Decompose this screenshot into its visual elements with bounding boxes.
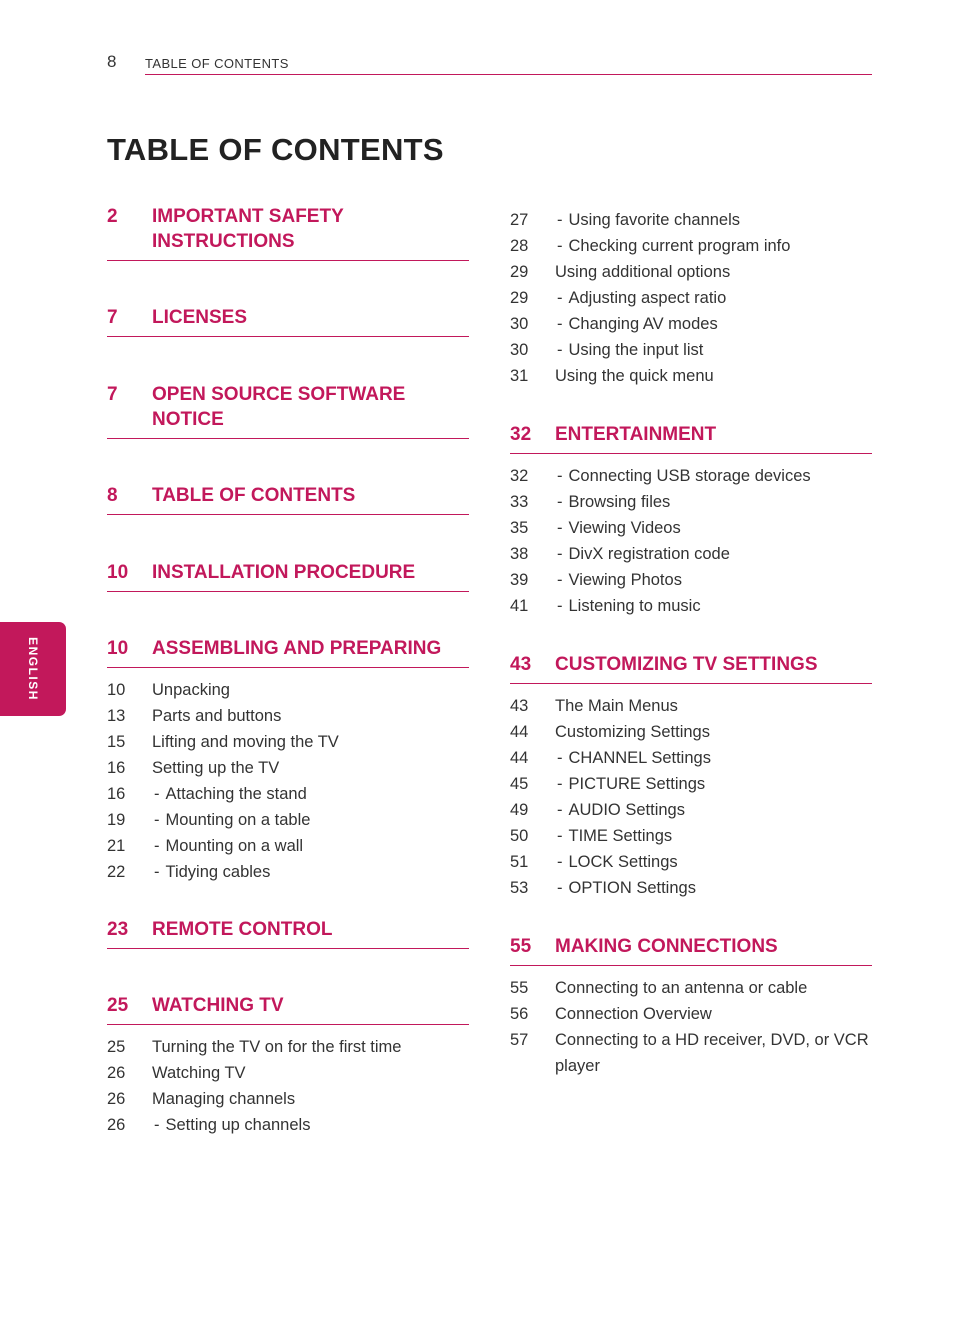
toc-subitem-link[interactable] (510, 311, 872, 337)
toc-subitem-link[interactable] (510, 285, 872, 311)
item-text-wrapper (555, 259, 872, 285)
item-page-number: 44 (510, 723, 529, 741)
item-title: DivX registration code (568, 545, 730, 563)
item-text-wrapper (152, 1034, 469, 1060)
item-page-number: 26 (107, 1116, 126, 1134)
item-page-number: 26 (107, 1090, 126, 1108)
item-text-wrapper (555, 337, 872, 363)
toc-item-link[interactable] (107, 729, 469, 755)
section-heading-link[interactable] (510, 652, 872, 684)
toc-section (510, 422, 872, 619)
section-heading-link[interactable] (107, 204, 469, 261)
toc-item-list (510, 693, 872, 901)
section-heading-link[interactable] (510, 422, 872, 454)
toc-item-link[interactable] (107, 1086, 469, 1112)
subitem-dash: - (154, 863, 160, 881)
subitem-dash: - (557, 879, 563, 897)
item-text-wrapper (555, 719, 872, 745)
item-title: Changing AV modes (568, 315, 718, 333)
subitem-dash: - (557, 545, 563, 563)
toc-item-link[interactable] (510, 693, 872, 719)
section-title: IMPORTANT SAFETY INSTRUCTIONS (152, 206, 344, 252)
item-page-number: 13 (107, 707, 126, 725)
document-title: TABLE OF CONTENTS (107, 132, 444, 167)
toc-subitem-link[interactable] (107, 1112, 469, 1138)
item-text-wrapper (555, 489, 872, 515)
item-text-wrapper (555, 797, 872, 823)
item-page-number: 29 (510, 263, 529, 281)
toc-subitem-link[interactable] (510, 207, 872, 233)
item-text-wrapper (152, 1086, 469, 1112)
page-header (107, 52, 872, 76)
item-text-wrapper (555, 541, 872, 567)
item-text-wrapper (555, 363, 872, 389)
item-title: Using favorite channels (568, 211, 741, 229)
section-title: CUSTOMIZING TV SETTINGS (555, 654, 818, 675)
toc-item-link[interactable] (510, 363, 872, 389)
section-title: TABLE OF CONTENTS (152, 485, 356, 506)
item-page-number: 33 (510, 493, 529, 511)
item-title: Connecting to a HD receiver, DVD, or VCR player (555, 1031, 869, 1075)
subitem-dash: - (557, 801, 563, 819)
toc-subitem-link[interactable] (510, 515, 872, 541)
toc-subitem-link[interactable] (510, 875, 872, 901)
subitem-dash: - (557, 341, 563, 359)
section-page-number: 32 (510, 424, 532, 445)
section-heading-link[interactable] (510, 934, 872, 966)
subitem-dash: - (557, 467, 563, 485)
item-page-number: 45 (510, 775, 529, 793)
toc-item-list (107, 677, 469, 885)
toc-item-list (510, 207, 872, 389)
item-title: Lifting and moving the TV (152, 733, 339, 751)
subitem-dash: - (557, 749, 563, 767)
toc-item-link[interactable] (510, 259, 872, 285)
toc-subitem-link[interactable] (107, 781, 469, 807)
toc-item-link[interactable] (107, 755, 469, 781)
toc-item-link[interactable] (510, 1001, 872, 1027)
toc-item-link[interactable] (510, 719, 872, 745)
section-page-number: 10 (107, 562, 129, 583)
item-page-number: 28 (510, 237, 529, 255)
item-title: Managing channels (152, 1090, 296, 1108)
item-text-wrapper (555, 207, 872, 233)
item-title: LOCK Settings (568, 853, 678, 871)
section-page-number: 43 (510, 654, 532, 675)
item-page-number: 49 (510, 801, 529, 819)
toc-subitem-link[interactable] (510, 823, 872, 849)
item-title: Tidying cables (165, 863, 271, 881)
item-page-number: 44 (510, 749, 529, 767)
item-text-wrapper (555, 567, 872, 593)
language-tab (0, 622, 66, 716)
toc-item-link[interactable] (107, 677, 469, 703)
toc-item-list (510, 975, 872, 1079)
section-page-number: 7 (107, 384, 118, 405)
item-page-number: 26 (107, 1064, 126, 1082)
toc-subitem-link[interactable] (510, 567, 872, 593)
item-title: Connection Overview (555, 1005, 712, 1023)
item-title: OPTION Settings (568, 879, 696, 897)
item-title: CHANNEL Settings (568, 749, 711, 767)
item-title: Parts and buttons (152, 707, 282, 725)
section-heading-link[interactable] (107, 483, 469, 515)
item-page-number: 16 (107, 759, 126, 777)
item-text-wrapper (152, 729, 469, 755)
section-title: LICENSES (152, 307, 248, 328)
toc-section (107, 636, 469, 885)
toc-subitem-link[interactable] (510, 541, 872, 567)
section-title: MAKING CONNECTIONS (555, 936, 778, 957)
toc-subitem-link[interactable] (510, 745, 872, 771)
item-page-number: 30 (510, 315, 529, 333)
item-title: Listening to music (568, 597, 701, 615)
item-page-number: 50 (510, 827, 529, 845)
toc-subitem-link[interactable] (107, 833, 469, 859)
item-text-wrapper (555, 771, 872, 797)
section-title: INSTALLATION PROCEDURE (152, 562, 416, 583)
item-title: Viewing Photos (568, 571, 682, 589)
item-page-number: 41 (510, 597, 529, 615)
item-title: TIME Settings (568, 827, 673, 845)
section-page-number: 55 (510, 936, 532, 957)
item-page-number: 38 (510, 545, 529, 563)
toc-item-link[interactable] (107, 1034, 469, 1060)
section-page-number: 2 (107, 206, 118, 227)
item-page-number: 43 (510, 697, 529, 715)
subitem-dash: - (154, 837, 160, 855)
item-page-number: 10 (107, 681, 126, 699)
item-text-wrapper (152, 755, 469, 781)
item-page-number: 25 (107, 1038, 126, 1056)
item-text-wrapper (555, 975, 872, 1001)
subitem-dash: - (154, 1116, 160, 1134)
item-text-wrapper (152, 807, 469, 833)
item-text-wrapper (152, 1112, 469, 1138)
subitem-dash: - (154, 785, 160, 803)
item-page-number: 56 (510, 1005, 529, 1023)
item-title: Adjusting aspect ratio (568, 289, 727, 307)
item-title: Using additional options (555, 263, 731, 281)
item-title: Connecting USB storage devices (568, 467, 811, 485)
toc-section (107, 483, 469, 515)
item-text-wrapper (555, 823, 872, 849)
item-text-wrapper (555, 463, 872, 489)
item-title: Using the input list (568, 341, 704, 359)
item-page-number: 35 (510, 519, 529, 537)
item-text-wrapper (152, 833, 469, 859)
item-title: Mounting on a table (165, 811, 311, 829)
item-text-wrapper (555, 285, 872, 311)
item-text-wrapper (152, 781, 469, 807)
item-text-wrapper (152, 703, 469, 729)
toc-subitem-link[interactable] (510, 797, 872, 823)
item-title: Connecting to an antenna or cable (555, 979, 808, 997)
item-text-wrapper (555, 593, 872, 619)
subitem-dash: - (557, 519, 563, 537)
item-text-wrapper (555, 693, 872, 719)
item-text-wrapper (152, 1060, 469, 1086)
subitem-dash: - (557, 289, 563, 307)
item-title: Turning the TV on for the first time (152, 1038, 402, 1056)
toc-section (107, 305, 469, 337)
item-page-number: 39 (510, 571, 529, 589)
toc-item-link[interactable] (107, 1060, 469, 1086)
toc-section (510, 652, 872, 901)
header-rule (145, 74, 872, 75)
section-title: OPEN SOURCE SOFTWARE NOTICE (152, 384, 406, 430)
section-page-number: 8 (107, 485, 118, 506)
item-page-number: 16 (107, 785, 126, 803)
item-text-wrapper (555, 1027, 872, 1079)
section-heading-link[interactable] (107, 636, 469, 668)
page-number: 8 (107, 52, 117, 71)
subitem-dash: - (557, 775, 563, 793)
toc-subitem-link[interactable] (510, 337, 872, 363)
section-title: REMOTE CONTROL (152, 919, 333, 940)
subitem-dash: - (557, 571, 563, 589)
toc-section (510, 934, 872, 1079)
item-title: Customizing Settings (555, 723, 710, 741)
toc-subitem-link[interactable] (510, 233, 872, 259)
subitem-dash: - (557, 597, 563, 615)
item-text-wrapper (555, 311, 872, 337)
item-page-number: 30 (510, 341, 529, 359)
section-heading-link[interactable] (107, 993, 469, 1025)
subitem-dash: - (557, 237, 563, 255)
subitem-dash: - (154, 811, 160, 829)
item-text-wrapper (555, 849, 872, 875)
item-page-number: 29 (510, 289, 529, 307)
section-heading-link[interactable] (107, 382, 469, 439)
item-text-wrapper (152, 859, 469, 885)
item-title: Using the quick menu (555, 367, 714, 385)
item-text-wrapper (555, 515, 872, 541)
item-text-wrapper (555, 745, 872, 771)
section-heading-link[interactable] (107, 917, 469, 949)
toc-section (107, 382, 469, 439)
item-title: Unpacking (152, 681, 230, 699)
toc-section (510, 207, 872, 389)
subitem-dash: - (557, 211, 563, 229)
item-title: Watching TV (152, 1064, 246, 1082)
toc-item-link[interactable] (510, 975, 872, 1001)
toc-section (107, 917, 469, 949)
item-page-number: 55 (510, 979, 529, 997)
item-page-number: 15 (107, 733, 126, 751)
item-text-wrapper (555, 1001, 872, 1027)
section-page-number: 7 (107, 307, 118, 328)
section-title: WATCHING TV (152, 995, 284, 1016)
item-title: Checking current program info (568, 237, 791, 255)
item-page-number: 31 (510, 367, 529, 385)
item-page-number: 19 (107, 811, 126, 829)
section-title: ENTERTAINMENT (555, 424, 717, 445)
item-text-wrapper (555, 233, 872, 259)
item-page-number: 57 (510, 1031, 529, 1049)
item-title: Setting up channels (165, 1116, 311, 1134)
toc-subitem-link[interactable] (510, 489, 872, 515)
subitem-dash: - (557, 827, 563, 845)
toc-item-list (510, 463, 872, 619)
item-title: Browsing files (568, 493, 671, 511)
section-heading-link[interactable] (107, 305, 469, 337)
toc-subitem-link[interactable] (510, 463, 872, 489)
toc-subitem-link[interactable] (107, 807, 469, 833)
toc-section (107, 993, 469, 1138)
item-text-wrapper (152, 677, 469, 703)
section-page-number: 25 (107, 995, 129, 1016)
toc-subitem-link[interactable] (510, 593, 872, 619)
item-page-number: 21 (107, 837, 126, 855)
subitem-dash: - (557, 853, 563, 871)
item-title: Setting up the TV (152, 759, 280, 777)
item-page-number: 32 (510, 467, 529, 485)
item-text-wrapper (555, 875, 872, 901)
subitem-dash: - (557, 315, 563, 333)
section-heading-link[interactable] (107, 560, 469, 592)
item-page-number: 51 (510, 853, 529, 871)
toc-subitem-link[interactable] (510, 849, 872, 875)
item-page-number: 22 (107, 863, 126, 881)
section-page-number: 23 (107, 919, 129, 940)
section-title: ASSEMBLING AND PREPARING (152, 638, 442, 659)
item-title: PICTURE Settings (568, 775, 706, 793)
item-title: Attaching the stand (165, 785, 307, 803)
toc-section (107, 204, 469, 261)
item-title: AUDIO Settings (568, 801, 685, 819)
toc-left-column (107, 204, 469, 1138)
toc-item-list (107, 1034, 469, 1138)
toc-subitem-link[interactable] (510, 771, 872, 797)
item-title: Mounting on a wall (165, 837, 304, 855)
section-page-number: 10 (107, 638, 129, 659)
item-title: Viewing Videos (568, 519, 681, 537)
toc-right-column (510, 207, 872, 1079)
toc-subitem-link[interactable] (107, 859, 469, 885)
item-page-number: 27 (510, 211, 529, 229)
toc-item-link[interactable] (107, 703, 469, 729)
toc-section (107, 560, 469, 592)
language-tab-label: ENGLISH (26, 637, 40, 701)
running-header-title: TABLE OF CONTENTS (145, 56, 289, 71)
item-page-number: 53 (510, 879, 529, 897)
subitem-dash: - (557, 493, 563, 511)
toc-item-link[interactable] (510, 1027, 872, 1079)
item-title: The Main Menus (555, 697, 678, 715)
